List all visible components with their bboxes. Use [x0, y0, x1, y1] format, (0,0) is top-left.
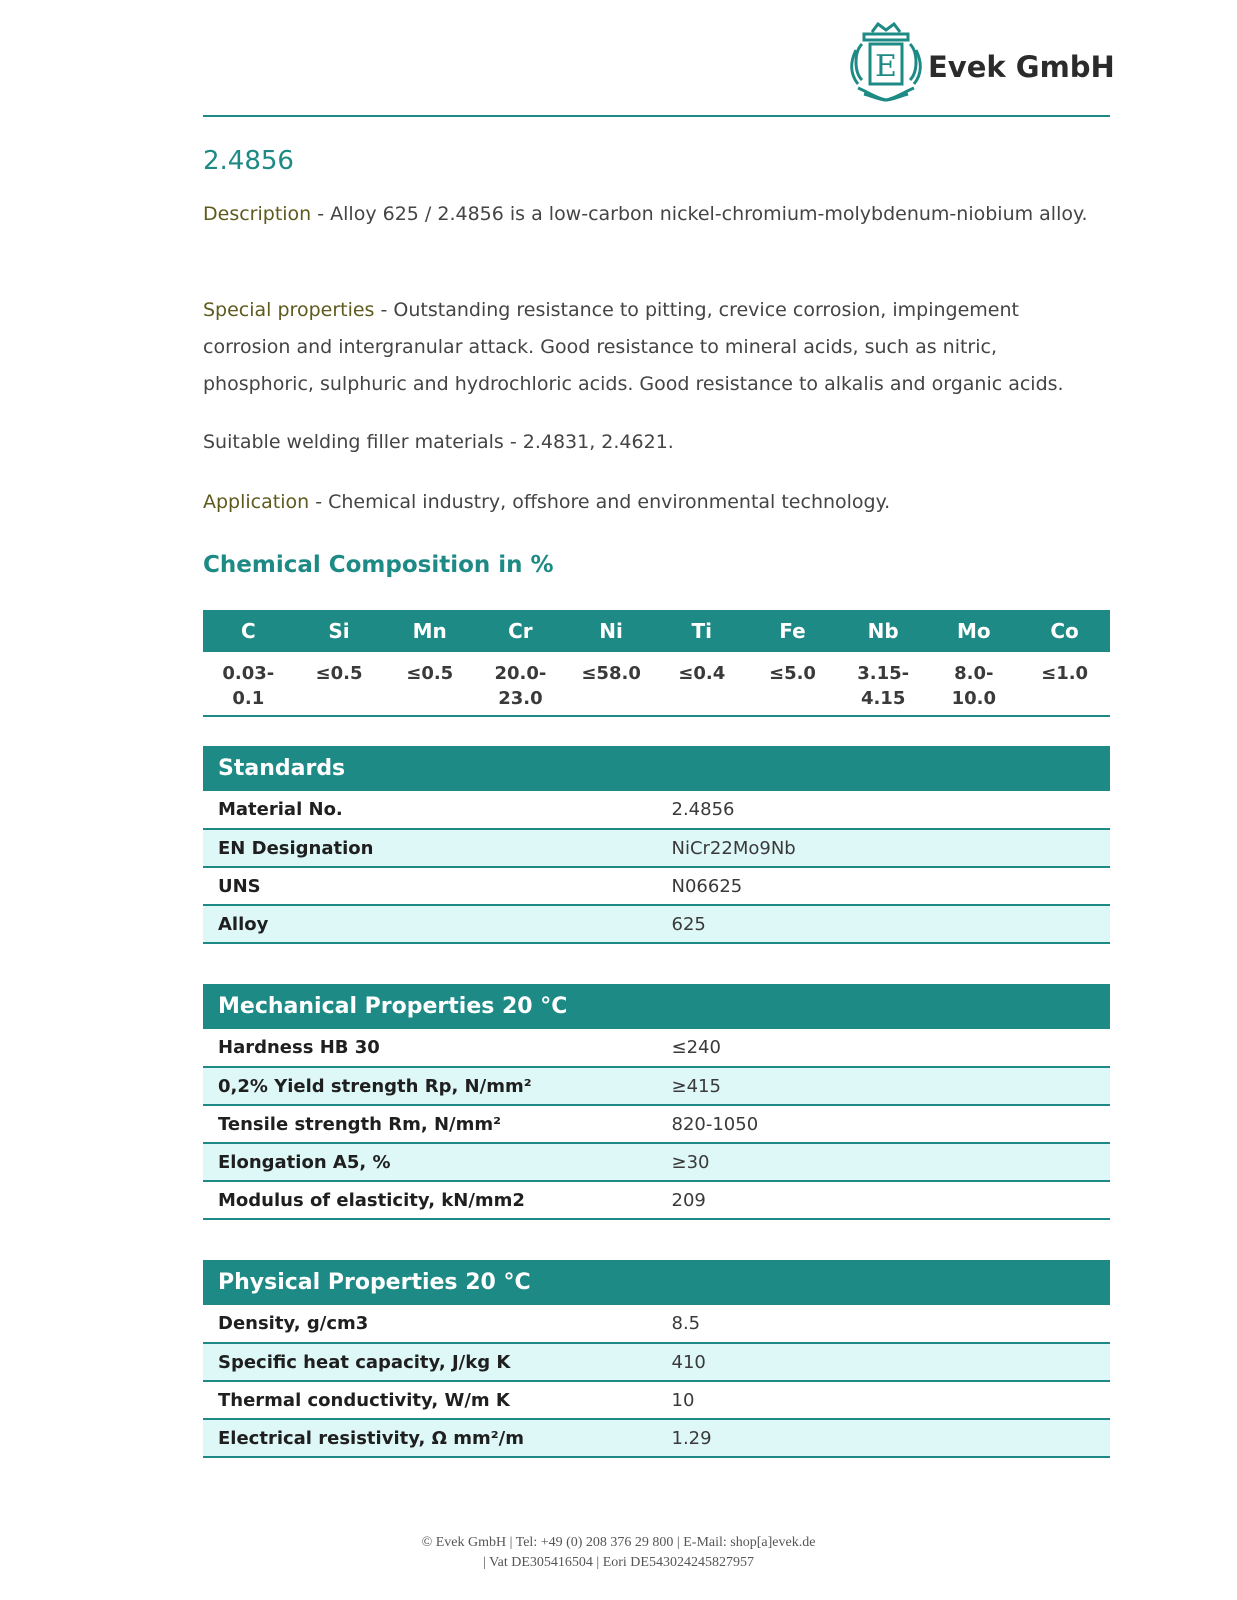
physical-properties-table	[203, 1260, 1110, 1458]
chem-header-ti: Ti	[656, 610, 747, 652]
chem-value-co: ≤1.0	[1019, 652, 1110, 716]
chem-header-c: C	[203, 610, 294, 652]
header-divider	[203, 115, 1110, 117]
row-key: Tensile strength Rm, N/mm²	[203, 1105, 657, 1143]
table-row	[203, 1305, 1110, 1343]
standards-table	[203, 746, 1110, 944]
welding-paragraph	[203, 424, 1110, 461]
description-label: Description	[203, 203, 312, 225]
table-row	[203, 1143, 1110, 1181]
row-key: Modulus of elasticity, kN/mm2	[203, 1181, 657, 1219]
row-value: 410	[657, 1343, 1111, 1381]
chemical-value-row	[203, 652, 1110, 716]
chem-header-cr: Cr	[475, 610, 566, 652]
mechanical-properties-title: Mechanical Properties 20 °C	[203, 984, 1110, 1029]
chem-header-nb: Nb	[838, 610, 929, 652]
footer-contact-line: © Evek GmbH | Tel: +49 (0) 208 376 29 800 | E-Mail: shop[a]evek.de	[421, 1535, 816, 1550]
chemical-composition-title: Chemical Composition in %	[203, 552, 554, 578]
physical-properties-title: Physical Properties 20 °C	[203, 1260, 1110, 1305]
crest-icon	[850, 22, 922, 102]
mechanical-properties-table	[203, 984, 1110, 1220]
page-header	[0, 0, 1237, 120]
row-value: N06625	[657, 867, 1111, 905]
chem-header-mn: Mn	[384, 610, 475, 652]
special-properties-label: Special properties	[203, 299, 375, 321]
chem-header-ni: Ni	[566, 610, 657, 652]
row-key: UNS	[203, 867, 657, 905]
application-paragraph	[203, 484, 1110, 521]
table-row	[203, 1105, 1110, 1143]
row-value: 1.29	[657, 1419, 1111, 1457]
chem-header-si: Si	[294, 610, 385, 652]
description-text: - Alloy 625 / 2.4856 is a low-carbon nickel-chromium-molybdenum-niobium alloy.	[311, 203, 1088, 225]
chem-value-ti: ≤0.4	[656, 652, 747, 716]
table-row	[203, 1419, 1110, 1457]
row-key: Hardness HB 30	[203, 1029, 657, 1067]
special-properties-text: - Outstanding resistance to pitting, crevice corrosion, impingement corrosion and intergranular attack. Good resistance to mineral acids, such as nitric, phosphoric, sulphuric and hydrochloric acids. Good resistance to alkalis and organic acids.	[203, 299, 1064, 395]
row-key: Electrical resistivity, Ω mm²/m	[203, 1419, 657, 1457]
logo-letter: E	[875, 49, 897, 84]
row-value: 10	[657, 1381, 1111, 1419]
table-row	[203, 1029, 1110, 1067]
company-logo	[850, 22, 1115, 104]
special-properties-paragraph	[203, 292, 1110, 403]
chem-value-c: 0.03- 0.1	[203, 652, 294, 716]
chem-value-mo: 8.0- 10.0	[929, 652, 1020, 716]
footer-tax-line: | Vat DE305416504 | Eori DE543024245827957	[483, 1555, 754, 1570]
chem-value-mn: ≤0.5	[384, 652, 475, 716]
standards-title: Standards	[203, 746, 1110, 791]
chem-header-fe: Fe	[747, 610, 838, 652]
row-value: 8.5	[657, 1305, 1111, 1343]
chemical-header-row	[203, 610, 1110, 652]
chem-value-nb: 3.15- 4.15	[838, 652, 929, 716]
chem-header-mo: Mo	[929, 610, 1020, 652]
table-row	[203, 1181, 1110, 1219]
row-key: Specific heat capacity, J/kg K	[203, 1343, 657, 1381]
row-value: 820-1050	[657, 1105, 1111, 1143]
row-key: Elongation A5, %	[203, 1143, 657, 1181]
table-row	[203, 829, 1110, 867]
row-value: 2.4856	[657, 791, 1111, 829]
chem-header-co: Co	[1019, 610, 1110, 652]
application-text: - Chemical industry, offshore and environmental technology.	[309, 491, 891, 513]
row-key: Thermal conductivity, W/m K	[203, 1381, 657, 1419]
table-row	[203, 791, 1110, 829]
row-value: ≥30	[657, 1143, 1111, 1181]
row-value: 625	[657, 905, 1111, 943]
chem-value-ni: ≤58.0	[566, 652, 657, 716]
application-label: Application	[203, 491, 310, 513]
company-name: Evek GmbH	[928, 50, 1115, 84]
page-title: 2.4856	[203, 146, 294, 176]
chem-value-fe: ≤5.0	[747, 652, 838, 716]
welding-text: Suitable welding filler materials - 2.4831, 2.4621.	[203, 431, 674, 453]
table-row	[203, 1381, 1110, 1419]
row-key: Alloy	[203, 905, 657, 943]
row-value: 209	[657, 1181, 1111, 1219]
description-paragraph	[203, 196, 1110, 233]
table-row	[203, 1067, 1110, 1105]
row-value: ≤240	[657, 1029, 1111, 1067]
table-row	[203, 905, 1110, 943]
table-row	[203, 867, 1110, 905]
chem-value-si: ≤0.5	[294, 652, 385, 716]
chemical-composition-table	[203, 610, 1110, 717]
row-key: 0,2% Yield strength Rp, N/mm²	[203, 1067, 657, 1105]
row-key: EN Designation	[203, 829, 657, 867]
table-row	[203, 1343, 1110, 1381]
row-key: Material No.	[203, 791, 657, 829]
row-value: NiCr22Mo9Nb	[657, 829, 1111, 867]
row-key: Density, g/cm3	[203, 1305, 657, 1343]
row-value: ≥415	[657, 1067, 1111, 1105]
chem-value-cr: 20.0- 23.0	[475, 652, 566, 716]
page-footer	[0, 1533, 1237, 1573]
